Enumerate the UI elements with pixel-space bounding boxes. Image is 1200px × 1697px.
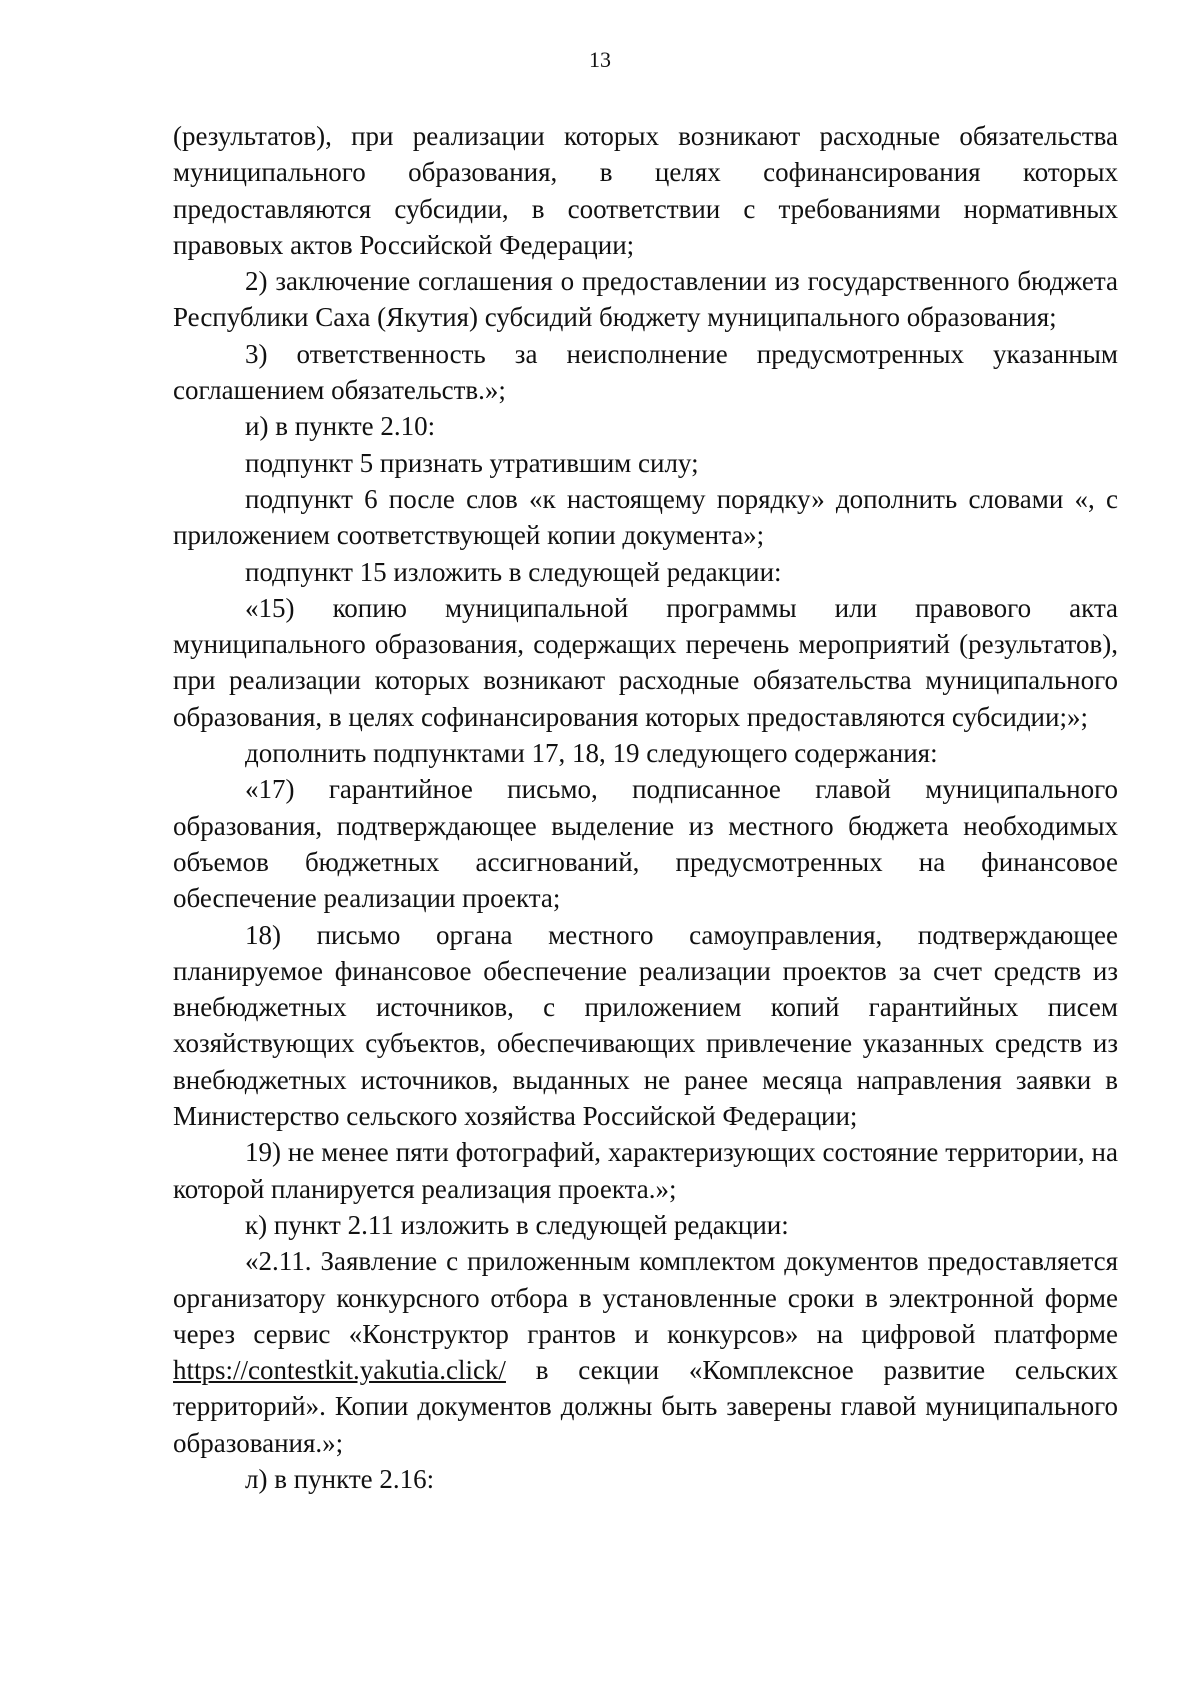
clause-2-11-text-before-link: «2.11. Заявление с приложенным комплектом документов предоставляется организатору конкурсного отбора в установленные сроки в электронной форме через сервис «Конструктор грантов и конкурсов» на цифровой платформе (173, 1246, 1118, 1349)
page-number: 13 (589, 47, 611, 72)
paragraph-subitem-19: 19) не менее пяти фотографий, характеризующих состояние территории, на которой планируется реализация проекта.»; (173, 1137, 1118, 1204)
paragraph-clause-2-11 (173, 1243, 1118, 1461)
paragraph-item-2-agreement: 2) заключение соглашения о предоставлении из государственного бюджета Республики Саха (Якутия) субсидий бюджету муниципального образования; (173, 266, 1118, 333)
paragraph-subitem-6: подпункт 6 после слов «к настоящему порядку» дополнить словами «, с приложением соответствующей копии документа»; (173, 483, 1118, 551)
paragraph-clause-i: и) в пункте 2.10: (245, 411, 436, 442)
clause-2-11-text-after-link: в секции «Комплексное развитие сельских территорий». Копии документов должны быть заверены главой муниципального образования.»; (173, 1355, 1118, 1458)
document-body (173, 118, 1118, 1497)
paragraph-item-3-responsibility: 3) ответственность за неисполнение предусмотренных указанным соглашением обязательств.»; (173, 338, 1118, 406)
paragraph-subitem-5: подпункт 5 признать утратившим силу; (245, 447, 699, 478)
paragraph-add-subitems-intro: дополнить подпунктами 17, 18, 19 следующего содержания: (245, 738, 938, 769)
paragraph-clause-l: л) в пункте 2.16: (245, 1463, 435, 1494)
paragraph-subitem-17: «17) гарантийное письмо, подписанное главой муниципального образования, подтверждающее выделение из местного бюджета необходимых объемов бюджетных ассигнований, предусмотренных на финансовое обеспечение реализации проекта; (173, 774, 1118, 914)
paragraph-results-continuation: (результатов), при реализации которых возникают расходные обязательства муниципального образования, в целях софинансирования которых предоставляются субсидии, в соответствии с требованиями нормативных правовых актов Российской Федерации; (173, 121, 1118, 260)
paragraph-subitem-15-intro: подпункт 15 изложить в следующей редакции: (245, 556, 782, 587)
paragraph-subitem-15-text: «15) копию муниципальной программы или правового акта муниципального образования, содержащих перечень мероприятий (результатов), при реализации которых возникают расходные обязательства муниципального образования, в целях софинансирования которых предоставляются субсидии;»; (173, 592, 1118, 732)
contestkit-link[interactable]: https://contestkit.yakutia.click/ (173, 1355, 506, 1386)
paragraph-clause-k: к) пункт 2.11 изложить в следующей редакции: (245, 1209, 789, 1240)
paragraph-subitem-18: 18) письмо органа местного самоуправления, подтверждающее планируемое финансовое обеспечение реализации проектов за счет средств из внебюджетных источников, с приложением копий гарантийных писем хозяйствующих субъектов, обеспечивающих привлечение указанных средств из внебюджетных источников, выданных не ранее месяца направления заявки в Министерство сельского хозяйства Российской Федерации; (173, 919, 1118, 1132)
